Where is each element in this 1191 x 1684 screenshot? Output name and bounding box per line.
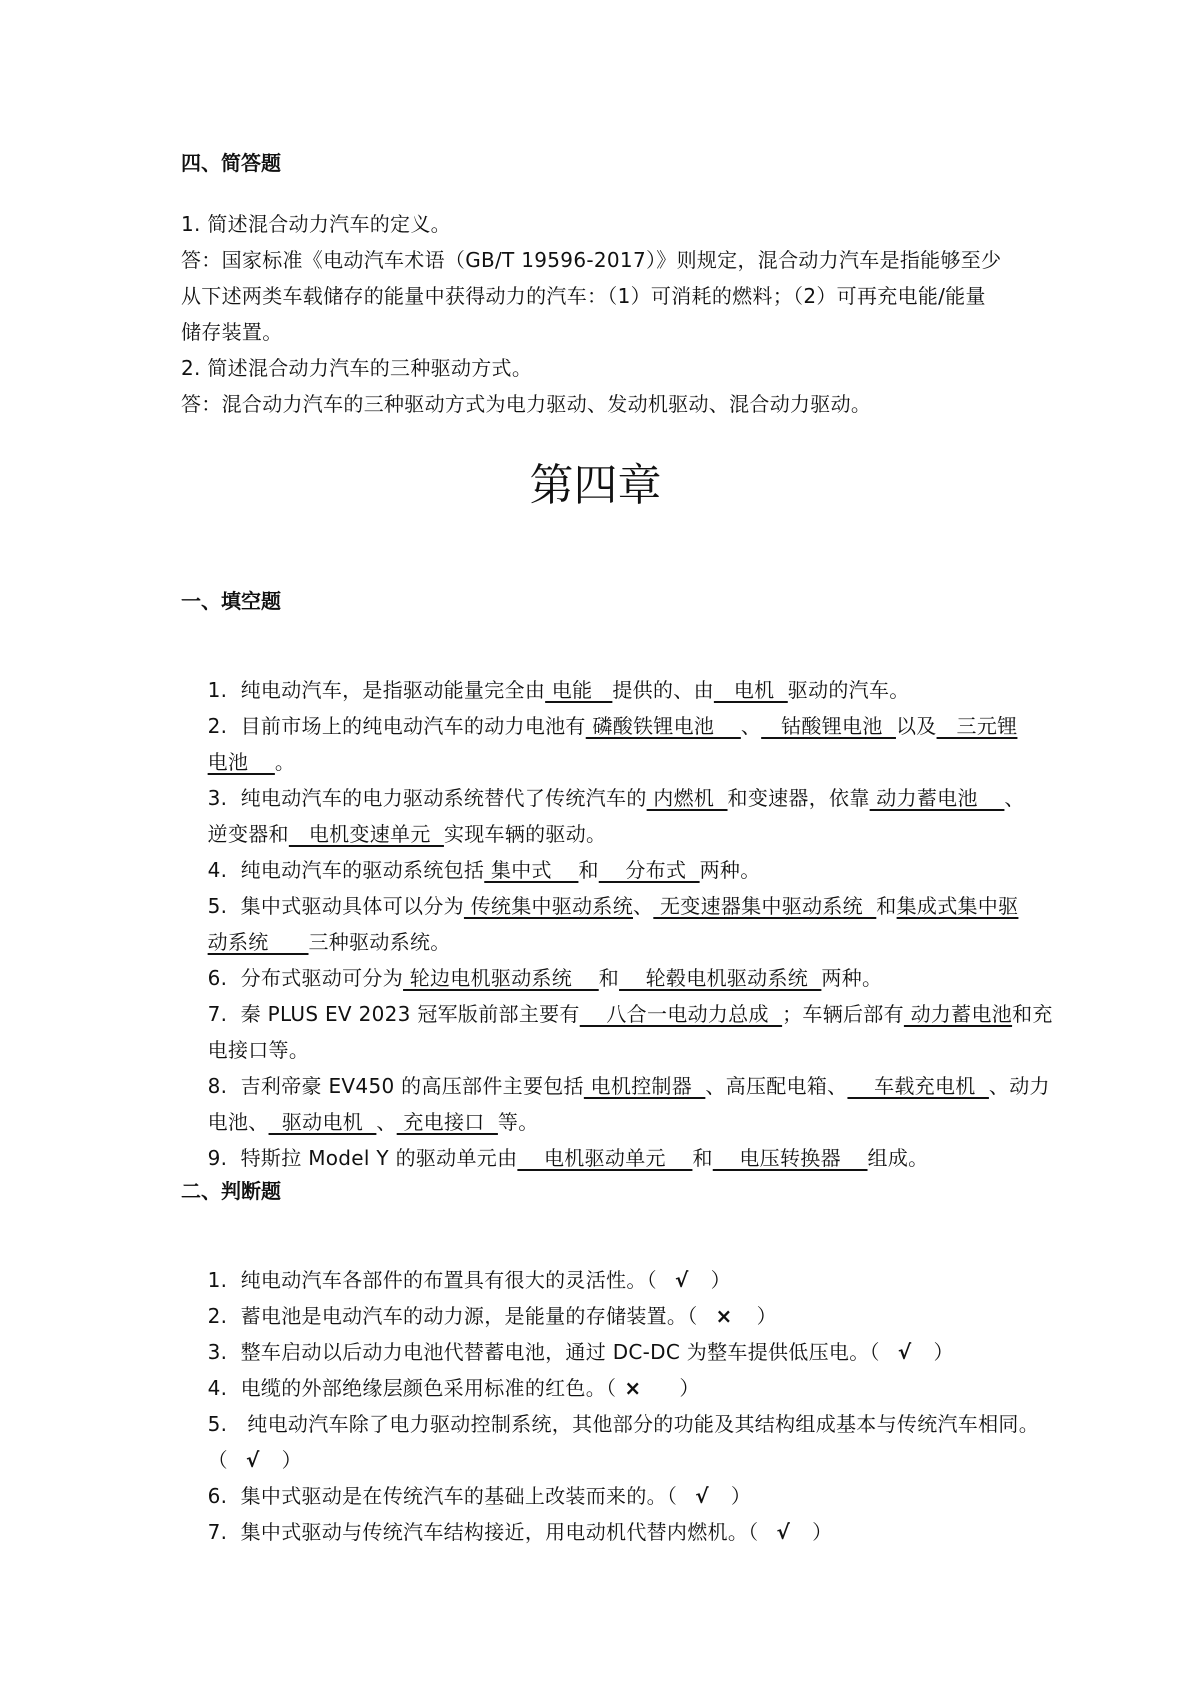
judge-text: 1. 纯电动汽车各部件的布置具有很大的灵活性。（ bbox=[207, 1268, 657, 1292]
judge-paren: ） bbox=[281, 1448, 302, 1472]
judge-text: 2. 蓄电池是电动汽车的动力源，是能量的存储装置。（ bbox=[207, 1304, 698, 1328]
fill-text: 7. 秦 PLUS EV 2023 冠军版前部主要有 bbox=[207, 1002, 580, 1026]
fill-text: 提供的、由 bbox=[612, 678, 714, 702]
fill-blank-answer: 轮毂电机驱动系统 bbox=[619, 966, 822, 990]
judge-paren: ） bbox=[756, 1304, 777, 1328]
fill-text: 和充 bbox=[1012, 1002, 1053, 1026]
section-title-true-false: 二、判断题 bbox=[181, 1179, 281, 1203]
answer-1-line-2: 从下述两类车载储存的能量中获得动力的汽车：（1）可消耗的燃料；（2）可再充电能/能量 bbox=[181, 284, 986, 308]
fill-blank-answer: 钴酸锂电池 bbox=[761, 714, 896, 738]
fill-text: 9. 特斯拉 Model Y 的驱动单元由 bbox=[207, 1146, 518, 1170]
section-title-fill-in: 一、填空题 bbox=[181, 589, 281, 613]
question-1: 1. 简述混合动力汽车的定义。 bbox=[181, 212, 451, 236]
fill-text: 、 bbox=[1004, 786, 1025, 810]
fill-blank-answer: 动系统 bbox=[207, 930, 309, 954]
fill-blank-answer: 电能 bbox=[545, 678, 613, 702]
judge-paren: （ bbox=[207, 1448, 228, 1472]
fill-text: 组成。 bbox=[867, 1146, 929, 1170]
fill-text: 。 bbox=[274, 750, 296, 774]
fill-blank-answer: 传统集中驱动系统 bbox=[463, 894, 633, 918]
judge-text: 6. 集中式驱动是在传统汽车的基础上改装而来的。（ bbox=[207, 1484, 678, 1508]
check-mark: √ bbox=[674, 1268, 689, 1292]
fill-blank-answer: 驱动电机 bbox=[268, 1110, 377, 1134]
fill-text: 和 bbox=[692, 1146, 713, 1170]
judge-text: 4. 电缆的外部绝缘层颜色采用标准的红色。（ bbox=[207, 1376, 617, 1400]
fill-text: 和 bbox=[578, 858, 599, 882]
fill-blank-answer: 电机控制器 bbox=[583, 1074, 706, 1098]
fill-blank-answer: 动力蓄电池 bbox=[869, 786, 1005, 810]
fill-text: 2. 目前市场上的纯电动汽车的动力电池有 bbox=[207, 714, 586, 738]
judge-text: 5. 纯电动汽车除了电力驱动控制系统，其他部分的功能及其结构组成基本与传统汽车相同。 bbox=[207, 1412, 1039, 1436]
cross-mark: × bbox=[715, 1304, 733, 1328]
fill-text: 实现车辆的驱动。 bbox=[443, 822, 607, 846]
fill-blank-answer: 内燃机 bbox=[646, 786, 728, 810]
fill-text: 1. 纯电动汽车，是指驱动能量完全由 bbox=[207, 678, 546, 702]
fill-text: 电接口等。 bbox=[207, 1038, 310, 1062]
check-mark: √ bbox=[776, 1520, 791, 1544]
answer-2: 答：混合动力汽车的三种驱动方式为电力驱动、发动机驱动、混合动力驱动。 bbox=[181, 392, 872, 416]
fill-text: 以及 bbox=[895, 714, 937, 738]
fill-text: 5. 集中式驱动具体可以分为 bbox=[207, 894, 464, 918]
fill-blank-answer: 集中式 bbox=[484, 858, 579, 882]
answer-1-line-3: 储存装置。 bbox=[181, 320, 283, 344]
fill-item-9 bbox=[181, 1116, 928, 1200]
fill-text: 3. 纯电动汽车的电力驱动系统替代了传统汽车的 bbox=[207, 786, 647, 810]
fill-text: 4. 纯电动汽车的驱动系统包括 bbox=[207, 858, 485, 882]
fill-text: 三种驱动系统。 bbox=[308, 930, 451, 954]
fill-blank-answer: 集成式集中驱 bbox=[896, 894, 1019, 918]
fill-blank-answer: 充电接口 bbox=[396, 1110, 498, 1134]
judge-item-7 bbox=[181, 1490, 832, 1574]
fill-text: 两种。 bbox=[699, 858, 761, 882]
check-mark: √ bbox=[245, 1448, 260, 1472]
fill-text: 和 bbox=[876, 894, 897, 918]
fill-blank-answer: 电池 bbox=[207, 750, 275, 774]
judge-paren: ） bbox=[812, 1520, 833, 1544]
fill-text: 、动力 bbox=[988, 1074, 1050, 1098]
fill-text: 8. 吉利帝豪 EV450 的高压部件主要包括 bbox=[207, 1074, 584, 1098]
fill-blank-answer: 三元锂 bbox=[936, 714, 1018, 738]
fill-text: 6. 分布式驱动可分为 bbox=[207, 966, 404, 990]
question-2: 2. 简述混合动力汽车的三种驱动方式。 bbox=[181, 356, 533, 380]
answer-1-line-1: 答：国家标准《电动汽车术语（GB/T 19596-2017）》则规定，混合动力汽车是指能够至少 bbox=[181, 248, 1002, 272]
check-mark: √ bbox=[695, 1484, 709, 1508]
fill-text: 电池、 bbox=[207, 1110, 269, 1134]
fill-blank-answer: 无变速器集中驱动系统 bbox=[653, 894, 877, 918]
fill-blank-answer: 电机驱动单元 bbox=[517, 1146, 693, 1170]
fill-blank-answer: 车载充电机 bbox=[847, 1074, 989, 1098]
fill-text: 和变速器，依靠 bbox=[727, 786, 870, 810]
fill-blank-answer: 轮边电机驱动系统 bbox=[403, 966, 599, 990]
fill-text: 、 bbox=[740, 714, 762, 738]
fill-text: 两种。 bbox=[821, 966, 883, 990]
fill-blank-answer: 动力蓄电池 bbox=[903, 1002, 1013, 1026]
fill-text: 驱动的汽车。 bbox=[787, 678, 910, 702]
judge-paren: ） bbox=[710, 1268, 731, 1292]
fill-blank-answer: 电压转换器 bbox=[712, 1146, 868, 1170]
judge-text: 3. 整车启动以后动力电池代替蓄电池，通过 DC-DC 为整车提供低压电。（ bbox=[207, 1340, 880, 1364]
fill-blank-answer: 磷酸铁锂电池 bbox=[585, 714, 741, 738]
chapter-title: 第四章 bbox=[529, 460, 662, 511]
check-mark: √ bbox=[897, 1340, 912, 1364]
cross-mark: × bbox=[624, 1376, 642, 1400]
fill-blank-answer: 分布式 bbox=[598, 858, 700, 882]
fill-text: 、 bbox=[376, 1110, 397, 1134]
fill-text: 、 bbox=[633, 894, 654, 918]
section-title-short-answer: 四、简答题 bbox=[181, 151, 281, 175]
fill-blank-answer: 电机 bbox=[713, 678, 788, 702]
fill-text: 等。 bbox=[497, 1110, 539, 1134]
judge-paren: ） bbox=[730, 1484, 752, 1508]
fill-text: 逆变器和 bbox=[207, 822, 289, 846]
fill-text: 、高压配电箱、 bbox=[705, 1074, 848, 1098]
judge-paren: ） bbox=[933, 1340, 954, 1364]
fill-blank-answer: 八合一电动力总成 bbox=[579, 1002, 783, 1026]
judge-text: 7. 集中式驱动与传统汽车结构接近，用电动机代替内燃机。（ bbox=[207, 1520, 759, 1544]
fill-blank-answer: 电机变速单元 bbox=[288, 822, 444, 846]
judge-paren: ） bbox=[679, 1376, 700, 1400]
fill-text: ；车辆后部有 bbox=[782, 1002, 904, 1026]
fill-text: 和 bbox=[598, 966, 620, 990]
